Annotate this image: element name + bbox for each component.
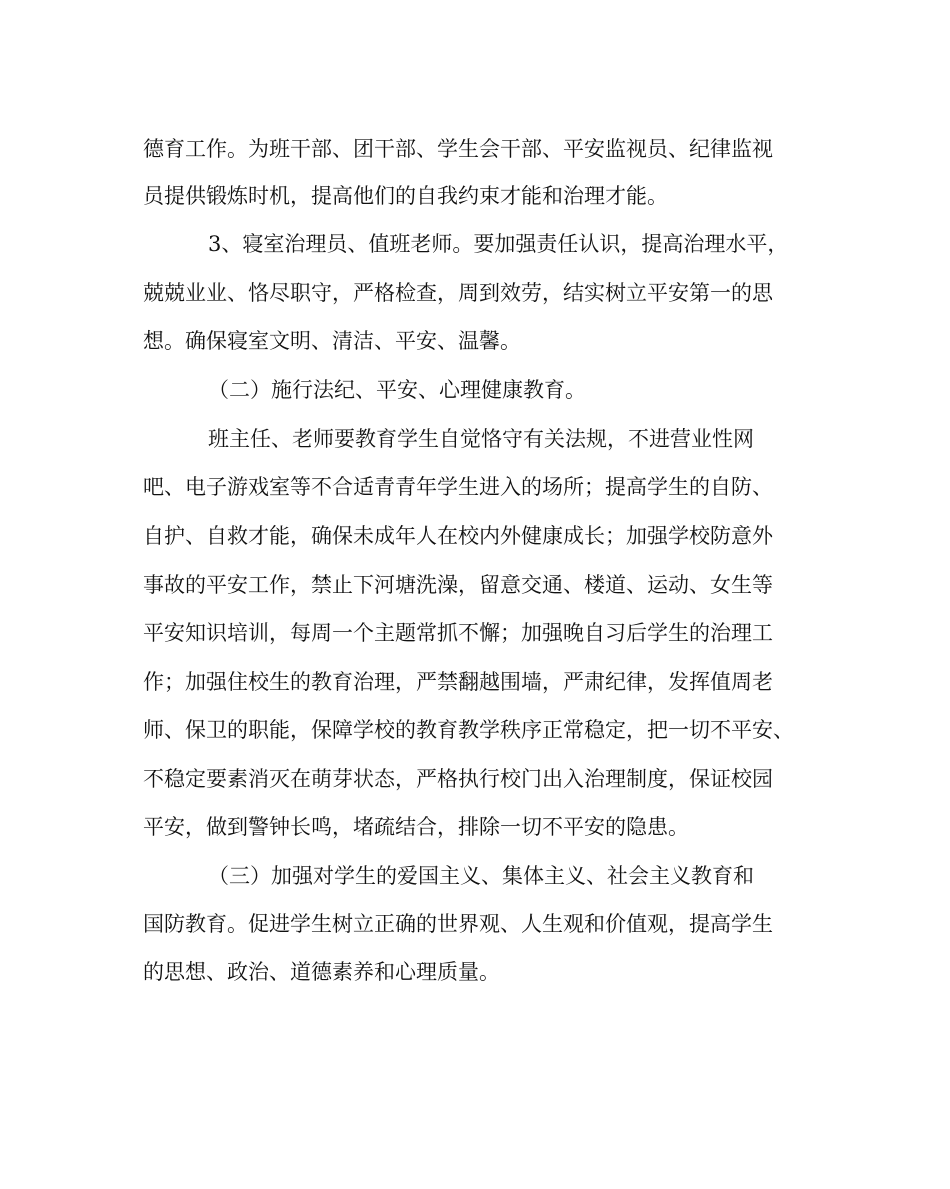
text-line: 不稳定要素消灭在萌芽状态，严格执行校门出入治理制度，保证校园 xyxy=(143,767,773,791)
text-line: 德育工作。为班干部、团干部、学生会干部、平安监视员、纪律监视 xyxy=(143,137,773,161)
section-heading: （三）加强对学生的爱国主义、集体主义、社会主义教育和 xyxy=(208,864,754,888)
text-line: 兢兢业业、恪尽职守，严格检查，周到效劳，结实树立平安第一的思 xyxy=(143,281,773,305)
paragraph-start-line: 3、寝室治理员、值班老师。要加强责任认识，提高治理水平， xyxy=(208,232,789,256)
paragraph-start-line: 班主任、老师要教育学生自觉恪守有关法规，不进营业性网 xyxy=(208,427,754,451)
text-line: 想。确保寝室文明、清洁、平安、温馨。 xyxy=(143,329,521,353)
section-heading: （二）施行法纪、平安、心理健康教育。 xyxy=(208,378,586,402)
text-line: 平安，做到警钟长鸣，堵疏结合，排除一切不平安的隐患。 xyxy=(143,815,689,839)
text-line: 师、保卫的职能，保障学校的教育教学秩序正常稳定，把一切不平安、 xyxy=(143,718,794,742)
text-line: 员提供锻炼时机，提高他们的自我约束才能和治理才能。 xyxy=(143,184,668,208)
text-line: 作；加强住校生的教育治理，严禁翻越围墙，严肃纪律，发挥值周老 xyxy=(143,670,773,694)
text-line: 吧、电子游戏室等不合适青青年学生进入的场所；提高学生的自防、 xyxy=(143,475,773,499)
text-line: 的思想、政治、道德素养和心理质量。 xyxy=(143,960,500,984)
text-line: 自护、自救才能，确保未成年人在校内外健康成长；加强学校防意外 xyxy=(143,524,773,548)
text-line: 事故的平安工作，禁止下河塘洗澡，留意交通、楼道、运动、女生等 xyxy=(143,573,773,597)
text-line: 国防教育。促进学生树立正确的世界观、人生观和价值观，提高学生 xyxy=(143,912,773,936)
text-line: 平安知识培训，每周一个主题常抓不懈；加强晚自习后学生的治理工 xyxy=(143,621,773,645)
